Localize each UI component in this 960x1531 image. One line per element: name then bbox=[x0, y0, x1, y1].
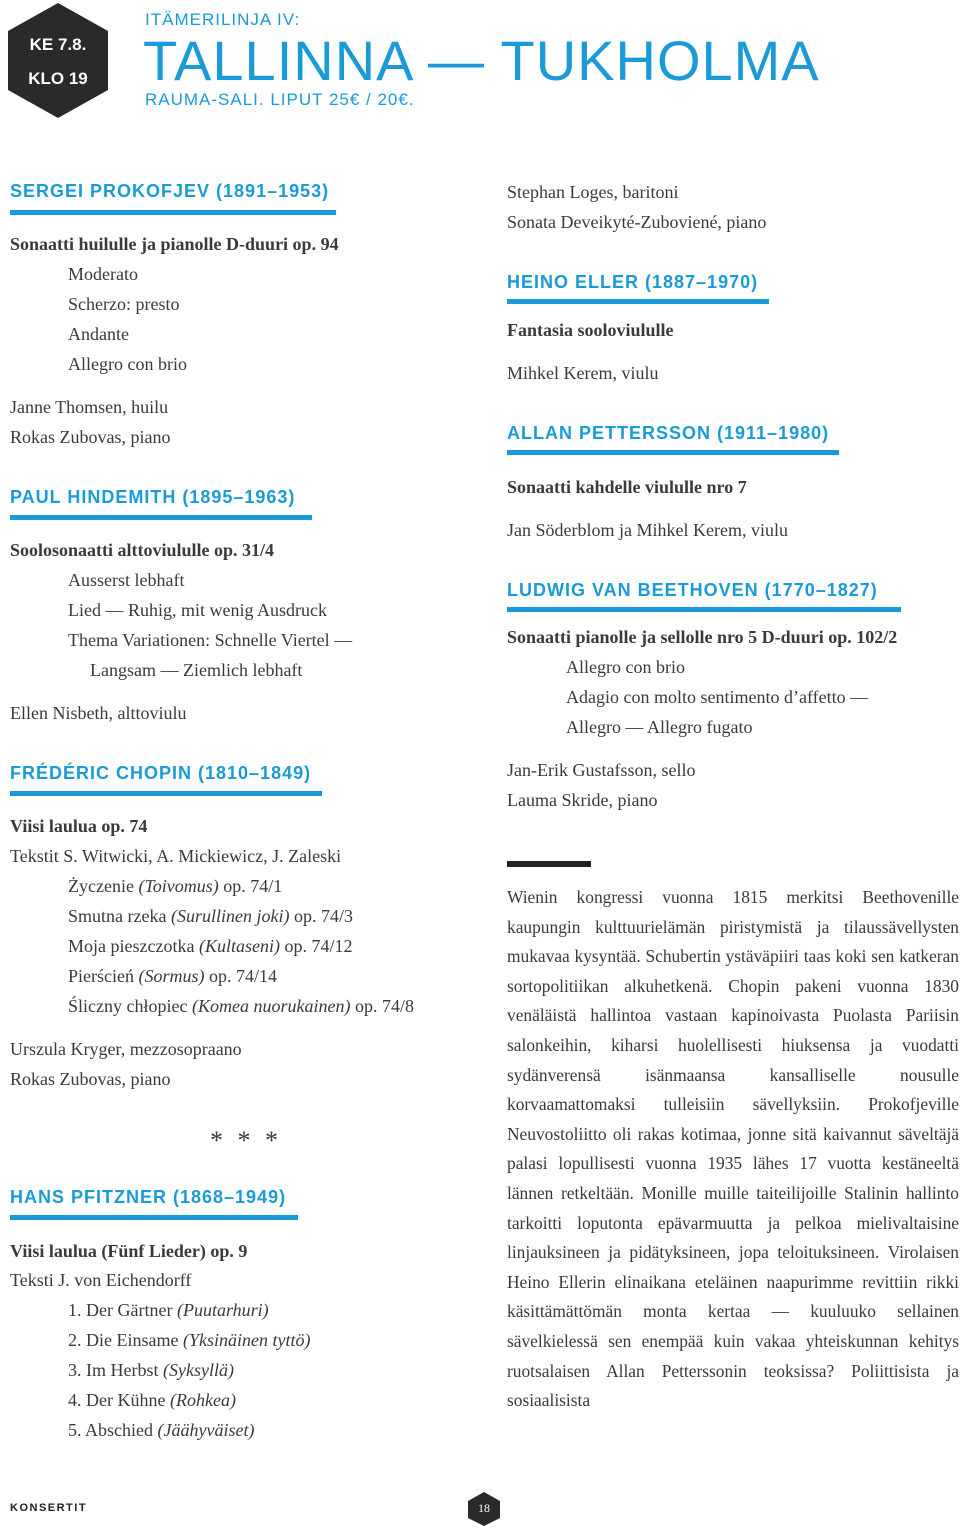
song-item bbox=[68, 1330, 310, 1351]
work-title: Sonaatti pianolle ja sellolle nro 5 D-duuri op. 102/2 bbox=[507, 627, 898, 647]
heading-underline bbox=[507, 607, 901, 612]
performer: Mihkel Kerem, viulu bbox=[507, 363, 659, 383]
date-badge bbox=[8, 3, 108, 118]
section-separator bbox=[507, 861, 591, 867]
song-title: Życzenie bbox=[68, 876, 139, 896]
badge-time: KLO 19 bbox=[28, 69, 88, 88]
song-translation: (Yksinäinen tyttö) bbox=[182, 1330, 311, 1350]
movement: Andante bbox=[68, 324, 129, 344]
song-item bbox=[68, 936, 352, 957]
song-item bbox=[68, 1300, 269, 1321]
composer-heading-chopin: FRÉDÉRIC CHOPIN (1810–1849) bbox=[10, 763, 312, 783]
song-translation: (Sormus) bbox=[138, 966, 205, 986]
song-opus: op. 74/3 bbox=[289, 906, 353, 926]
performer: Jan-Erik Gustafsson, sello bbox=[507, 760, 696, 780]
composer-heading-eller: HEINO ELLER (1887–1970) bbox=[507, 272, 759, 292]
song-title: Smutna rzeka bbox=[68, 906, 171, 926]
song-title: Śliczny chłopiec bbox=[68, 996, 192, 1016]
song-translation: (Toivomus) bbox=[138, 876, 219, 896]
performer: Sonata Deveikyté-Zuboviené, piano bbox=[507, 212, 767, 232]
hexagon-shape bbox=[8, 3, 108, 118]
series-label: ITÄMERILINJA IV: bbox=[145, 10, 301, 29]
text-credit: Tekstit S. Witwicki, A. Mickiewicz, J. Zaleski bbox=[10, 846, 342, 866]
intro-paragraph: Wienin kongressi vuonna 1815 merkitsi Beethovenille kaupungin kulttuurielämän piristymistä ja tilaussävellysten mukavaa kysyntää. Schubertin ystäväpiiri taas koki sen katkeran sortopolitiikan alkuhetkenä. Chopin pakeni vuonna 1830 venäläistä hallintoa vastaan kapinoivasta Puolasta Pariisin salonkeihin, kiharsi huolellisesti hiuksensa ja vuodatti sydänverensä isänmaansa kansalliselle nousulle korvaamattomaksi tulleisiin sävellyksiin. Prokofjeville Neuvostoliitto oli rakas kotimaa, jonne sitä kaivannut säveltäjä palasi lopullisesti vuonna 1935 lähes 17 vuotta kestäneeltä lännen retkeltään. Monille muille taiteilijoille Stalinin hallinto tarkoitti loputonta epävarmuutta ja pelkoa mielivaltaisine linjauksineen ja pidätyksineen, jopa teloituksineen. Virolaisen Heino Ellerin elinaikana eteläinen naapurimme revittiin rikki käsittämättömän monta kertaa — kuuluuko sellainen sävelkielessä sen enempää kuin vakaa yhteiskunnan kehitys ruotsalaisen Allan Petterssonin teoksissa? Poliittisista ja sosiaalisista bbox=[507, 887, 959, 1411]
song-translation: (Syksyllä) bbox=[162, 1360, 234, 1380]
song-title: 1. Der Gärtner bbox=[68, 1300, 177, 1320]
movement: Langsam — Ziemlich lebhaft bbox=[90, 660, 303, 680]
performer: Stephan Loges, baritoni bbox=[507, 182, 679, 202]
movement: Moderato bbox=[68, 264, 138, 284]
song-translation: (Puutarhuri) bbox=[176, 1300, 269, 1320]
footer-section-label: KONSERTIT bbox=[10, 1502, 88, 1514]
heading-underline bbox=[507, 299, 769, 304]
movement: Ausserst lebhaft bbox=[68, 570, 185, 590]
page-number-badge bbox=[466, 1491, 502, 1527]
work-title: Fantasia sooloviululle bbox=[507, 320, 674, 340]
movement: Allegro con brio bbox=[566, 657, 685, 677]
song-item bbox=[68, 996, 414, 1017]
composer-heading-prokofjev: SERGEI PROKOFJEV (1891–1953) bbox=[10, 181, 330, 201]
song-opus: op. 74/12 bbox=[279, 936, 353, 956]
song-item bbox=[68, 1360, 234, 1381]
heading-underline bbox=[10, 210, 336, 215]
song-translation: (Komea nuorukainen) bbox=[191, 996, 351, 1016]
song-item bbox=[68, 906, 353, 927]
movement: Allegro con brio bbox=[68, 354, 187, 374]
movement: Lied — Ruhig, mit wenig Ausdruck bbox=[68, 600, 327, 620]
composer-heading-beethoven: LUDWIG VAN BEETHOVEN (1770–1827) bbox=[507, 580, 878, 600]
page-title: TALLINNA — TUKHOLMA bbox=[143, 29, 820, 92]
song-title: 5. Abschied bbox=[68, 1420, 158, 1440]
composer-heading-hindemith: PAUL HINDEMITH (1895–1963) bbox=[10, 487, 296, 507]
song-item bbox=[68, 876, 282, 897]
song-title: Moja pieszczotka bbox=[68, 936, 199, 956]
venue-info: RAUMA-SALI. LIPUT 25€ / 20€. bbox=[145, 90, 415, 109]
movement: Scherzo: presto bbox=[68, 294, 180, 314]
song-translation: (Surullinen joki) bbox=[170, 906, 290, 926]
intermission-stars: * * * bbox=[210, 1126, 282, 1155]
heading-underline bbox=[507, 450, 839, 455]
work-title: Sonaatti huilulle ja pianolle D-duuri op. 94 bbox=[10, 234, 339, 254]
song-title: 2. Die Einsame bbox=[68, 1330, 183, 1350]
performer: Rokas Zubovas, piano bbox=[10, 427, 171, 447]
performer: Ellen Nisbeth, alttoviulu bbox=[10, 703, 187, 723]
text-credit: Teksti J. von Eichendorff bbox=[10, 1270, 192, 1290]
song-title: 3. Im Herbst bbox=[68, 1360, 163, 1380]
song-opus: op. 74/1 bbox=[218, 876, 283, 896]
song-opus: op. 74/14 bbox=[204, 966, 277, 986]
song-translation: (Jäähyväiset) bbox=[157, 1420, 255, 1440]
song-title: Pierścień bbox=[68, 966, 139, 986]
song-item bbox=[68, 1390, 236, 1411]
song-item bbox=[68, 966, 277, 987]
movement: Adagio con molto sentimento d’affetto — bbox=[566, 687, 869, 707]
work-title: Sonaatti kahdelle viululle nro 7 bbox=[507, 477, 747, 497]
badge-date: KE 7.8. bbox=[29, 35, 87, 54]
performer: Rokas Zubovas, piano bbox=[10, 1069, 171, 1089]
performer: Janne Thomsen, huilu bbox=[10, 397, 169, 417]
song-translation: (Rohkea) bbox=[169, 1390, 236, 1410]
work-title: Viisi laulua (Fünf Lieder) op. 9 bbox=[10, 1241, 248, 1261]
song-item bbox=[68, 1420, 254, 1441]
composer-heading-pfitzner: HANS PFITZNER (1868–1949) bbox=[10, 1187, 287, 1207]
composer-heading-pettersson: ALLAN PETTERSSON (1911–1980) bbox=[507, 423, 830, 443]
song-opus: op. 74/8 bbox=[350, 996, 414, 1016]
song-translation: (Kultaseni) bbox=[198, 936, 280, 956]
heading-underline bbox=[10, 515, 312, 520]
song-title: 4. Der Kühne bbox=[68, 1390, 170, 1410]
work-title: Viisi laulua op. 74 bbox=[10, 816, 148, 836]
performer: Lauma Skride, piano bbox=[507, 790, 658, 810]
heading-underline bbox=[10, 791, 322, 796]
movement: Thema Variationen: Schnelle Viertel — bbox=[68, 630, 353, 650]
performer: Urszula Kryger, mezzosopraano bbox=[10, 1039, 242, 1059]
page-number: 18 bbox=[478, 1501, 490, 1515]
performer: Jan Söderblom ja Mihkel Kerem, viulu bbox=[507, 520, 788, 540]
work-title: Soolosonaatti alttoviululle op. 31/4 bbox=[10, 540, 275, 560]
heading-underline bbox=[10, 1215, 298, 1220]
movement: Allegro — Allegro fugato bbox=[566, 717, 753, 737]
